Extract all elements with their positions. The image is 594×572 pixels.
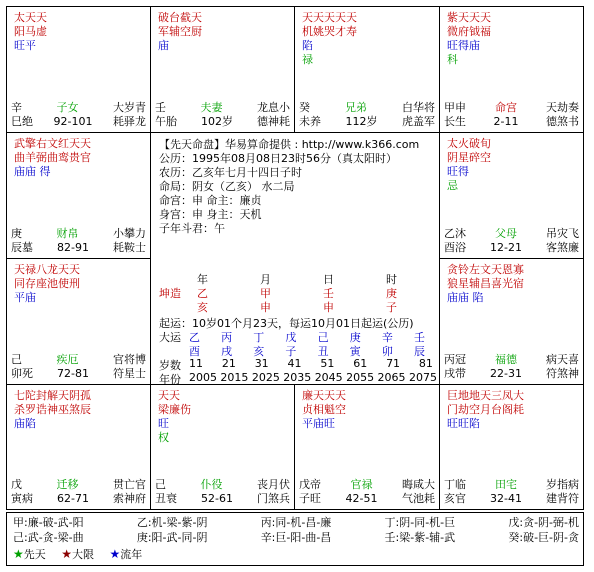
palace-footer: 甲申 命宫 天劫奏 长生 2-11 德煞书 (444, 101, 579, 128)
dayun-gan: 乙 丙 丁 戊 己 庚 辛 壬 (189, 331, 425, 344)
palace-footer: 乙沐 父母 吊灾飞 酉浴 12-21 客煞廉 (444, 227, 579, 254)
mingju: 命局：阴女（乙亥） 水二局 (159, 180, 295, 193)
palace-name: 迁移 (56, 478, 79, 491)
sihua-legend (6, 512, 584, 566)
palace-stars: 天天天天天 机姚哭才寿 陷 禄 (302, 11, 357, 66)
legend-row-2: 己:武-贪-梁-曲 庚:阳-武-同-阴 辛:巨-阳-曲-昌 壬:梁-紫-辅-武 癸:破-巨-阴-贪 (13, 531, 579, 544)
qiankun-label: 坤造 (159, 287, 181, 300)
qiyun: 起运：10岁01个月23天，每运10月01日起运(公历) (159, 317, 414, 330)
sizhu-zhi: 亥 申 申 子 (197, 301, 397, 314)
palace-si (6, 6, 151, 133)
sizhu-gan: 乙 甲 壬 庚 (197, 287, 397, 300)
sizhu-header: 年 月 日 时 (197, 273, 397, 286)
palace-stars: 天天 梁廉伤 旺 权 (158, 389, 191, 444)
palace-name: 仆役 (200, 478, 223, 491)
star-darkred-icon: ★ (61, 547, 73, 561)
shifen-values: 2005 2015 2025 2035 2045 2055 2065 2075 (189, 371, 437, 384)
center-panel (150, 132, 440, 385)
palace-stars: 巨地地天三凤大 门劫空月台阁耗 旺旺陷 (447, 389, 524, 430)
suishu-values: 11 21 31 41 51 61 71 81 (189, 357, 433, 370)
palace-chou (150, 384, 295, 510)
palace-name: 命宫 (495, 101, 517, 114)
palace-stars: 贪铃左文天恩寡 狼星辅昌喜光宿 庙庙 陷 (447, 263, 524, 304)
gongli-date: 公历：1995年08月08日23时56分（真太阳时） (159, 152, 397, 165)
palace-footer: 癸 兄弟 白华将 未养 112岁 虎盖军 (299, 101, 435, 128)
nongli-date: 农历：乙亥年七月十四日子时 (159, 166, 302, 179)
palace-stars: 太天天 阳马虚 旺平 (14, 11, 47, 52)
doujun: 子年斗君：午 (159, 222, 225, 235)
palace-footer: 己 疾厄 官将博 卯死 72-81 符星士 (11, 353, 146, 380)
legend-row-1: 甲:廉-破-武-阳 乙:机-梁-紫-阴 丙:同-机-昌-廉 丁:阴-同-机-巨 戊:贪-阴-弼-机 (13, 516, 579, 529)
shengong: 身宫：申 身主：天机 (159, 208, 262, 221)
palace-footer: 戊帝 官禄 晦咸大 子旺 42-51 气池耗 (299, 478, 435, 505)
palace-hai (439, 384, 584, 510)
palace-name: 财帛 (56, 227, 79, 240)
palace-name: 父母 (495, 227, 517, 240)
palace-mao (6, 258, 151, 385)
palace-xu (439, 258, 584, 385)
palace-chen (6, 132, 151, 259)
palace-stars: 紫天天天 微府钺福 旺得庙 科 (447, 11, 491, 66)
palace-name: 福德 (495, 353, 517, 366)
palace-stars: 武擎右文红天天 曲羊弼曲鸾贵官 庙庙 得 (14, 137, 91, 178)
palace-you (439, 132, 584, 259)
palace-name: 田宅 (495, 478, 517, 491)
palace-wei (294, 6, 440, 133)
palace-footer: 丁临 田宅 岁指病 亥官 32-41 建背符 (444, 478, 579, 505)
palace-stars: 廉天天天 贞相魁空 平庙旺 (302, 389, 346, 430)
minggong: 命宫：申 命主：廉贞 (159, 194, 262, 207)
palace-name: 夫妻 (200, 101, 223, 114)
palace-name: 子女 (56, 101, 79, 114)
palace-footer: 丙冠 福德 病天喜 戌带 22-31 符煞神 (444, 353, 579, 380)
palace-stars: 破台截天 军辅空厨 庙 (158, 11, 202, 52)
palace-stars: 天禄八龙天天 同存座池使刑 平庙 (14, 263, 80, 304)
suishu-label: 岁数 (159, 359, 181, 372)
chart-header: 【先天命盘】华易算命提供 : http://www.k366.com (159, 138, 420, 151)
palace-footer: 己 仆役 丧月伏 丑衰 52-61 门煞兵 (155, 478, 290, 505)
palace-zi (294, 384, 440, 510)
legend-keys: ★先天 ★大限 ★流年 (13, 547, 143, 561)
palace-wu (150, 6, 295, 133)
palace-stars: 太火破旬 阴星碎空 旺得 忌 (447, 137, 491, 192)
palace-footer: 庚 财帛 小攀力 辰墓 82-91 耗鞍士 (11, 227, 146, 254)
dayun-zhi: 酉 戌 亥 子 丑 寅 卯 辰 (189, 345, 425, 358)
palace-yin (6, 384, 151, 510)
palace-name: 官禄 (350, 478, 373, 491)
star-blue-icon: ★ (109, 547, 121, 561)
palace-footer: 壬 夫妻 龙息小 午胎 102岁 德神耗 (155, 101, 290, 128)
chart-grid (6, 6, 584, 510)
star-green-icon: ★ (13, 547, 24, 561)
palace-stars: 七陀封解天阴孤 杀罗诰神巫煞辰 庙陷 (14, 389, 91, 430)
palace-name: 疾厄 (56, 353, 79, 366)
shifen-label: 年份 (159, 373, 181, 386)
palace-shen (439, 6, 584, 133)
palace-name: 兄弟 (345, 101, 367, 114)
palace-footer: 辛 子女 大岁青 巳绝 92-101 耗驿龙 (11, 101, 146, 128)
palace-footer: 戊 迁移 贯亡官 寅病 62-71 索神府 (11, 478, 146, 505)
dayun-label: 大运 (159, 331, 181, 344)
